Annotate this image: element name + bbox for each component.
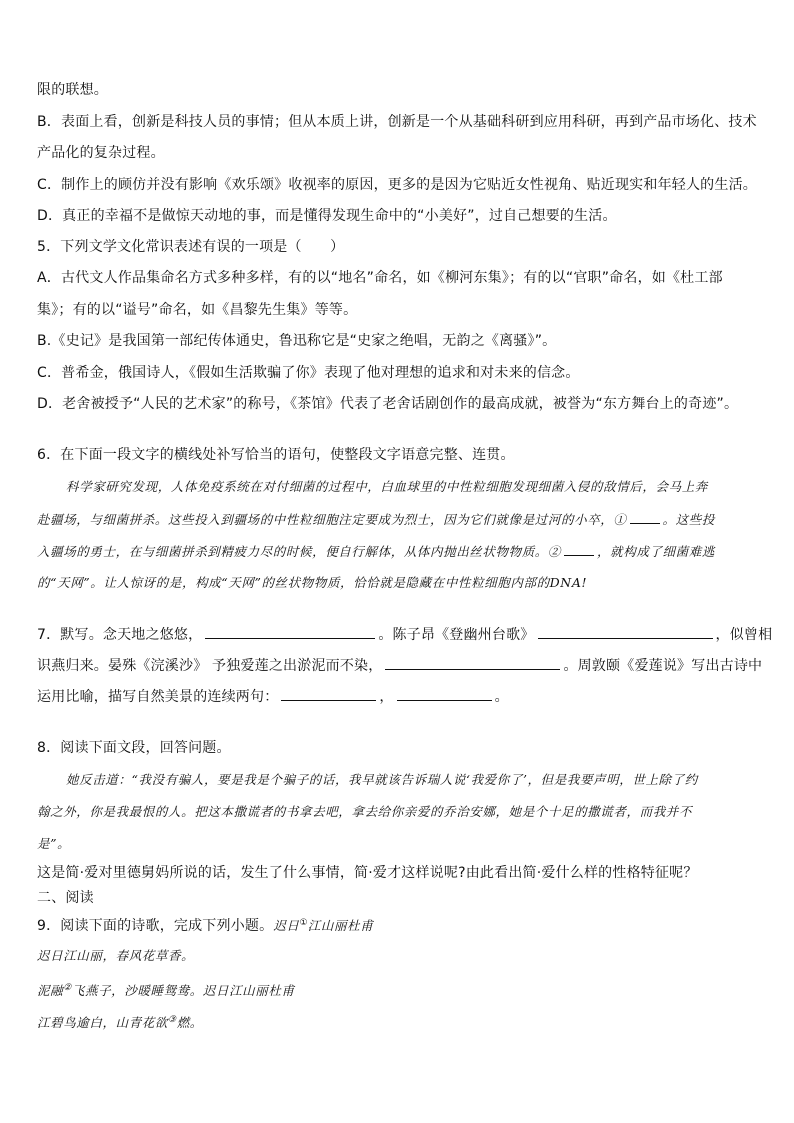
question-9-title [37,913,757,936]
poem-title: 江山丽杜甫 [307,918,374,933]
text-line: 集》；有的以“谥号”命名，如《昌黎先生集》等等。 [37,302,358,318]
poem-title: 迟日 [273,918,300,933]
answer-blank-1[interactable] [630,509,660,524]
option-b-line: B．表面上看，创新是科技人员的事情；但从本质上讲，创新是一个从基础科研到应用科研，再到产品市场化、技术 [37,114,757,130]
passage-text: ，就构成了细菌难逃 [597,544,715,559]
question-6-title: 6．在下面一段文字的横线处补写恰当的语句，使整段文字语意完整、连贯。 [37,447,515,463]
poem-line: 迟日江山丽，春风花草香。 [37,948,195,963]
passage-line [37,509,757,530]
question-text: 运用比喻，描写自然美景的连续两句： [37,689,279,705]
question-text: 。 [494,689,509,705]
answer-blank-2[interactable] [564,541,594,556]
option-c-line: C．制作上的顾仿并没有影响《欢乐颂》收视率的原因，更多的是因为它贴近女性视角、贴近现实和年轻人的生活。 [37,177,757,193]
option-c-line: C．普希金，俄国诗人，《假如生活欺骗了你》表现了他对理想的追求和对未来的信念。 [37,365,580,381]
text-line: 限的联想。 [37,82,108,98]
section-heading: 二、阅读 [37,890,94,906]
question-text: 。陈子昂《登幽州台歌》 [378,627,535,643]
poem-line [37,978,757,1001]
poem-text: 燃。 [176,1015,203,1030]
passage-text: 入疆场的勇士，在与细菌拼杀到精疲力尽的时候，便自行解体，从体内抛出丝状物物质。 [37,544,548,559]
passage-text: 。这些投 [662,512,715,527]
poem-line [37,1010,757,1033]
option-d-line: D．真正的幸福不是做惊天动地的事，而是懂得发现生命中的“小美好”，过自己想要的生活。 [37,208,617,224]
answer-blank[interactable] [397,686,492,701]
poem-text: 泥融 [37,983,64,998]
question-text: 。周敦颐《爱莲说》写出古诗中 [563,658,763,674]
question-7-line [37,624,773,645]
question-text: 识燕归来。晏殊《浣溪沙》 予独爱莲之出淤泥而不染， [37,658,383,674]
footnote-marker: ① [299,918,308,928]
option-b-line: B.《史记》是我国第一部纪传体通史，鲁迅称它是“史家之绝唱，无韵之《离骚》”。 [37,333,557,349]
blank-marker: ② [547,544,562,559]
question-text: 7．默写。念天地之悠悠， [37,627,203,643]
option-a-line: A．古代文人作品集命名方式多种多样，有的以“地名”命名，如《柳河东集》；有的以“官职”命名，如《杜工部 [37,270,723,286]
answer-blank[interactable] [205,624,375,639]
question-5-title: 5．下列文学文化常识表述有误的一项是（ ） [37,239,345,255]
poem-text: 飞燕子，沙暖睡鸳鸯。迟日江山丽杜甫 [71,983,295,998]
footnote-marker: ③ [168,1015,177,1025]
passage-line: 是”。 [37,836,71,851]
passage-line: 的“天网”。让人惊讶的是，构成“天网”的丝状物物质，恰恰就是隐藏在中性粒细胞内部的DNA! [37,575,588,590]
text-line: 产品化的复杂过程。 [37,145,165,161]
answer-blank[interactable] [385,655,560,670]
option-d-line: D．老舍被授予“人民的艺术家”的称号，《茶馆》代表了老舍话剧创作的最高成就，被誉为“东方舞台上的奇迹”。 [37,396,739,412]
question-8-title: 8．阅读下面文段，回答问题。 [37,740,231,756]
blank-marker: ① [613,512,627,527]
answer-blank[interactable] [538,624,713,639]
passage-text: 赴疆场，与细菌拼杀。这些投入到疆场的中性粒细胞注定要成为烈士，因为它们就像是过河的小卒， [37,512,614,527]
question-text: ， [379,689,394,705]
question-text: ，似曾相 [715,627,773,643]
poem-text: 江碧鸟逾白，山青花欲 [37,1015,169,1030]
passage-line: 翰之外，你是我最恨的人。把这本撒谎者的书拿去吧，拿去给你亲爱的乔治安娜，她是个十足的撒谎者，而我并不 [37,804,693,819]
answer-blank[interactable] [281,686,376,701]
question-8-prompt: 这是简·爱对里德舅妈所说的话，发生了什么事情，简·爱才这样说呢?由此看出简·爱什么样的性格特征呢？ [37,865,698,881]
footnote-marker: ② [63,983,72,993]
question-7-line [37,655,763,676]
passage-line: 她反击道：“我没有骗人，要是我是个骗子的话，我早就该告诉瑞人说‘我爱你了’，但是我要声明，世上除了约 [66,772,698,787]
passage-line [37,541,757,562]
question-7-line [37,686,757,707]
question-text: 9．阅读下面的诗歌，完成下列小题。 [37,918,274,934]
passage-line: 科学家研究发现，人体免疫系统在对付细菌的过程中，白血球里的中性粒细胞发现细菌入侵的敌情后，会马上奔 [66,479,708,494]
